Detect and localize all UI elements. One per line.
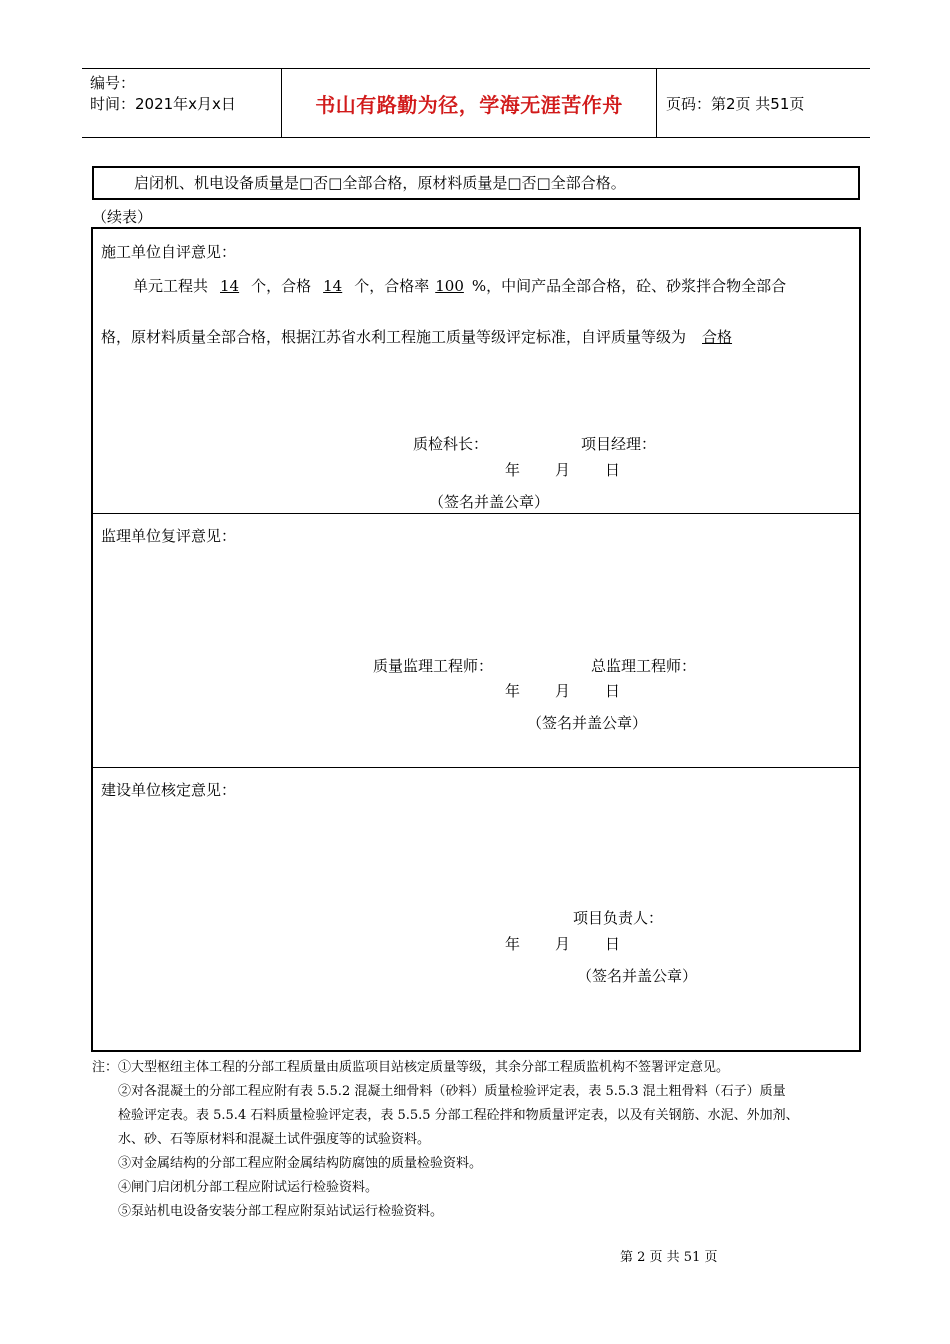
- header-page-number: 页码：第2页 共51页: [666, 94, 805, 113]
- date-month: 月: [555, 935, 571, 953]
- unit-pass-value: 14: [323, 277, 343, 295]
- chief-supervisor-signature-label: 总监理工程师：: [591, 657, 697, 675]
- header-meta: [82, 69, 282, 137]
- date-day: 日: [605, 682, 621, 700]
- construction-paragraph-line1: 单元工程共 14 个，合格 14 个，合格率 100 %，中间产品全部合格，砼、砂浆拌合物全部合: [133, 277, 787, 295]
- note-2-line2: 检验评定表。表 5.5.4 石料质量检验评定表，表 5.5.5 分部工程砼拌和物质量评定表，以及有关钢筋、水泥、外加剂、: [118, 1108, 799, 1123]
- unit-total-value: 14: [220, 277, 240, 295]
- date-year: 年: [505, 682, 521, 700]
- date-day: 日: [605, 461, 621, 479]
- note-2-line3: 水、砂、石等原材料和混凝土试件强度等的试验资料。: [118, 1132, 431, 1147]
- note-1: 注：①大型枢纽主体工程的分部工程质量由质监项目站核定质量等级，其余分部工程质监机构不签署评定意见。: [92, 1060, 730, 1075]
- note-2-line1: ②对各混凝土的分部工程应附有表 5.5.2 混凝土细骨料（砂料）质量检验评定表，表 5.5.3 混土粗骨料（石子）质量: [118, 1084, 786, 1099]
- date-month: 月: [555, 682, 571, 700]
- project-manager-signature-label: 项目经理：: [581, 435, 657, 453]
- document-date: 时间：2021年x月x日: [90, 95, 236, 113]
- page-header: [82, 68, 870, 138]
- note-3: ③对金属结构的分部工程应附金属结构防腐蚀的质量检验资料。: [118, 1156, 483, 1171]
- date-day: 日: [605, 935, 621, 953]
- seal-note: （签名并盖公章）: [527, 714, 648, 732]
- construction-paragraph-line2: 格，原材料质量全部合格，根据江苏省水利工程施工质量等级评定标准，自评质量等级为 合格: [101, 326, 762, 347]
- owner-section: [93, 767, 859, 1050]
- construction-section: [93, 229, 859, 514]
- quality-supervisor-signature-label: 质量监理工程师：: [373, 657, 494, 675]
- header-motto: 书山有路勤为径，学海无涯苦作舟: [282, 69, 657, 137]
- supervision-title: 监理单位复评意见：: [101, 527, 237, 545]
- date-year: 年: [505, 461, 521, 479]
- date-month: 月: [555, 461, 571, 479]
- date-year: 年: [505, 935, 521, 953]
- construction-title: 施工单位自评意见：: [101, 243, 237, 261]
- seal-note: （签名并盖公章）: [577, 967, 698, 985]
- quality-grade-value: 合格: [702, 328, 733, 346]
- owner-title: 建设单位核定意见：: [101, 781, 237, 799]
- seal-note: （签名并盖公章）: [429, 493, 550, 511]
- evaluation-table: [91, 227, 861, 1052]
- page-footer: 第 2 页 共 51 页: [620, 1250, 718, 1265]
- continued-label: （续表）: [92, 208, 153, 226]
- equipment-quality-row: 启闭机、机电设备质量是□否□全部合格，原材料质量是□否□全部合格。: [92, 166, 860, 200]
- document-number-label: 编号：: [90, 74, 136, 92]
- project-lead-signature-label: 项目负责人：: [573, 909, 664, 927]
- supervision-section: [93, 513, 859, 768]
- qc-chief-signature-label: 质检科长：: [413, 435, 489, 453]
- note-5: ⑤泵站机电设备安装分部工程应附泵站试运行检验资料。: [118, 1204, 444, 1219]
- pass-rate-value: 100: [435, 277, 464, 295]
- note-4: ④闸门启闭机分部工程应附试运行检验资料。: [118, 1180, 379, 1195]
